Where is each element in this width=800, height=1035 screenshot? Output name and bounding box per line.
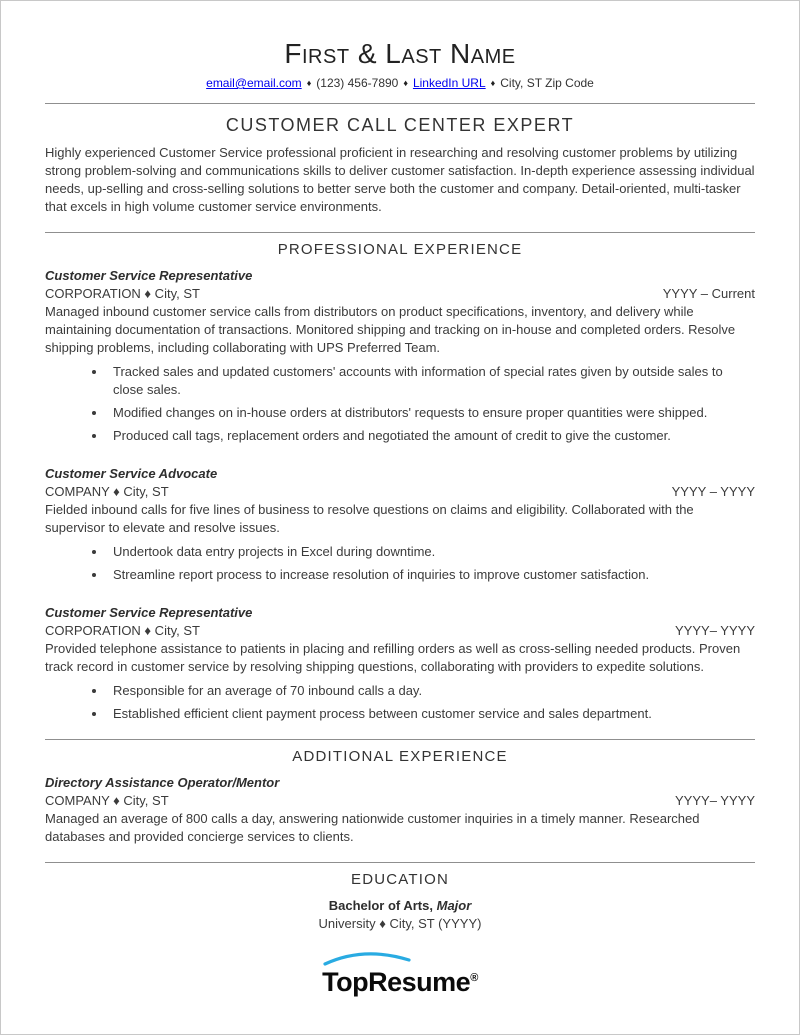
degree-text: Bachelor of Arts,: [328, 898, 433, 913]
job-meta-row: [45, 792, 755, 810]
section-heading-education: EDUCATION: [350, 871, 450, 888]
job-company: CORPORATION ♦ City, ST: [45, 286, 200, 301]
diamond-separator-icon: ♦: [490, 78, 496, 88]
bullet-item: • Responsible for an average of 70 inbound calls a day.: [107, 682, 755, 700]
job-entry-2: [45, 465, 755, 584]
registered-mark: ®: [470, 972, 478, 984]
logo-swoosh-icon: [322, 951, 412, 967]
bullet-item: • Undertook data entry projects in Excel during downtime.: [107, 543, 755, 561]
phone-number: (123) 456-7890: [316, 76, 399, 90]
linkedin-link[interactable]: LinkedIn URL: [412, 76, 486, 90]
job-bullet-list: [45, 363, 755, 445]
topresume-logo: [322, 953, 478, 997]
job-description: Provided telephone assistance to patients in placing and refilling orders as well as cross-selling needed products. Proven track record in customer service by resolving shipping questions, collaborating with providers to expedite solutions.: [45, 641, 741, 674]
job-dates: YYYY – YYYY: [671, 484, 755, 499]
location-text: City, ST Zip Code: [500, 76, 594, 90]
job-description: Managed an average of 800 calls a day, answering nationwide customer inquiries in a timely manner. Researched databases and provided concierge services to clients.: [45, 811, 700, 844]
job-description: Managed inbound customer service calls from distributors on product specifications, inventory, and delivery while maintaining documentation of transactions. Monitored shipping and tracking on in-house and completed orders. Resolve shipping problems, including collaborating with UPS Preferred Team.: [45, 304, 736, 355]
logo-text-resume: Resume: [368, 967, 471, 997]
bullet-item: • Established efficient client payment process between customer service and sales department.: [107, 705, 755, 723]
logo-text: [322, 967, 478, 997]
contact-line: [45, 75, 755, 91]
bullet-item: • Modified changes on in-house orders at distributors' requests to ensure proper quantities were shipped.: [107, 404, 755, 422]
job-entry-3: [45, 604, 755, 723]
job-title: Customer Service Representative: [45, 268, 253, 283]
job-company: COMPANY ♦ City, ST: [45, 793, 169, 808]
summary-paragraph: Highly experienced Customer Service professional proficient in researching and resolving customer problems by utilizing strong problem-solving and communications skills to deliver customer satisfaction. In-depth experience assessing individual needs, up-selling and cross-selling solutions to better serve both the customer and company. Detail-oriented, multi-tasker that excels in high volume customer service environments.: [45, 145, 755, 214]
job-title: Directory Assistance Operator/Mentor: [45, 775, 280, 790]
job-meta-row: [45, 285, 755, 303]
bullet-item: • Tracked sales and updated customers' accounts with information of special rates given by outside sales to close sales.: [107, 363, 755, 399]
section-heading-professional-experience: PROFESSIONAL EXPERIENCE: [277, 241, 523, 258]
job-description: Fielded inbound calls for five lines of business to resolve questions on claims and eligibility. Collaborated with the supervisor to elevate and resolve issues.: [45, 502, 694, 535]
job-company: CORPORATION ♦ City, ST: [45, 623, 200, 638]
job-company: COMPANY ♦ City, ST: [45, 484, 169, 499]
section-heading-additional-experience: ADDITIONAL EXPERIENCE: [292, 748, 508, 765]
job-title: Customer Service Advocate: [45, 466, 218, 481]
job-entry-1: [45, 267, 755, 445]
additional-divider: [45, 862, 755, 863]
footer-logo-area: [45, 953, 755, 997]
summary-divider: [45, 232, 755, 233]
resume-headline-title: CUSTOMER CALL CENTER EXPERT: [225, 115, 575, 135]
job-title: Customer Service Representative: [45, 605, 253, 620]
job-dates: YYYY– YYYY: [675, 793, 755, 808]
education-degree-line: [45, 897, 755, 915]
job-bullet-list: [45, 682, 755, 723]
job-meta-row: [45, 483, 755, 501]
job-meta-row: [45, 622, 755, 640]
bullet-item: • Produced call tags, replacement orders and negotiated the amount of credit to give the customer.: [107, 427, 755, 445]
diamond-separator-icon: ♦: [403, 78, 408, 88]
header-divider: [45, 103, 755, 104]
major-text: Major: [436, 898, 472, 913]
job-dates: YYYY – Current: [662, 286, 755, 301]
logo-swoosh-path: [325, 954, 409, 964]
bullet-item: • Streamline report process to increase resolution of inquiries to improve customer satisfaction.: [107, 566, 755, 584]
job-entry-4: [45, 774, 755, 846]
diamond-separator-icon: ♦: [306, 78, 312, 88]
experience-divider: [45, 739, 755, 740]
logo-text-top: Top: [322, 967, 369, 997]
job-bullet-list: [45, 543, 755, 584]
education-school-line: University ♦ City, ST (YYYY): [318, 916, 482, 931]
email-link[interactable]: email@email.com: [206, 76, 302, 90]
job-dates: YYYY– YYYY: [675, 623, 755, 638]
candidate-name: First & Last Name: [284, 38, 516, 69]
